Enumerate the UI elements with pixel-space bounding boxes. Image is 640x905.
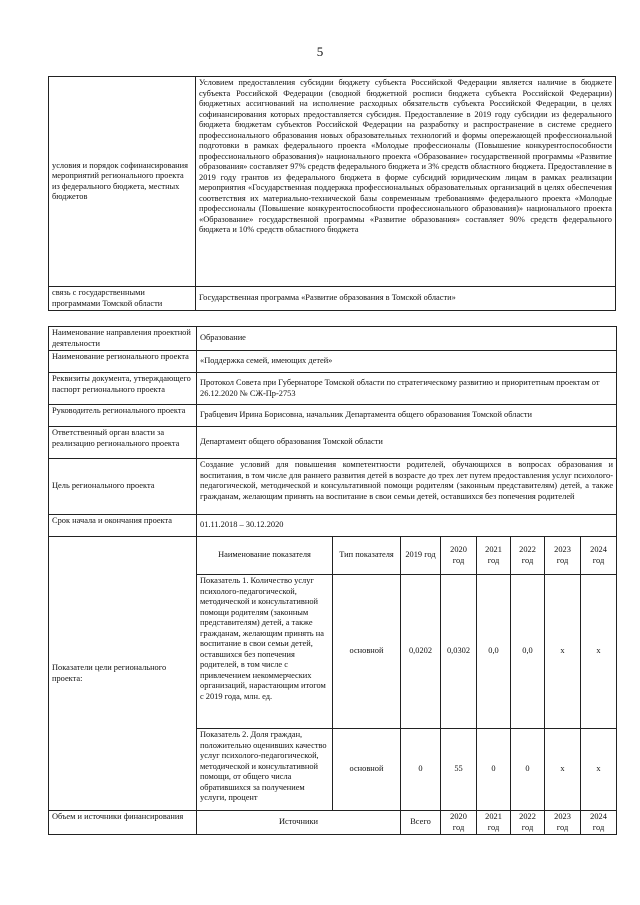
row-label: Реквизиты документа, утверждающего паспорт регионального проекта <box>49 373 197 405</box>
row-label: Руководитель регионального проекта <box>49 405 197 427</box>
table-row <box>49 287 616 311</box>
column-header: 2021 год <box>477 811 511 835</box>
table-row <box>49 351 617 373</box>
indicator-name: Показатель 1. Количество услуг психолого-педагогической, методической и консультативной помощи родителям (законным представителям) детей, а также гражданам, желающим принять на воспитание в свои семьи детей, оставшихся без попечения родителей, в том числе с привлечением некоммерческих организаций, нарастающим итогом с 2019 года, млн. ед. <box>197 575 333 729</box>
column-header: 2021 год <box>477 537 511 575</box>
row-label: Ответственный орган власти за реализацию регионального проекта <box>49 427 197 459</box>
indicators-label: Показатели цели регионального проекта: <box>49 537 197 811</box>
indicator-value-2021: 0,0 <box>477 575 511 729</box>
table-row <box>49 373 617 405</box>
row-value: 01.11.2018 – 30.12.2020 <box>197 515 617 537</box>
column-header: 2024 год <box>581 537 617 575</box>
row-label: Наименование регионального проекта <box>49 351 197 373</box>
row-label: связь с государственными программами Томской области <box>49 287 196 311</box>
column-header: 2019 год <box>401 537 441 575</box>
column-header: 2020 год <box>441 811 477 835</box>
indicator-value-2023: х <box>545 729 581 811</box>
row-label: Срок начала и окончания проекта <box>49 515 197 537</box>
page-number: 5 <box>316 44 324 59</box>
column-header: 2022 год <box>511 537 545 575</box>
table-row <box>49 459 617 515</box>
indicator-value-2020: 0,0302 <box>441 575 477 729</box>
financing-label: Объем и источники финансирования <box>49 811 197 835</box>
cofinancing-table <box>48 76 616 311</box>
project-passport-table <box>48 326 617 835</box>
indicator-value-2020: 55 <box>441 729 477 811</box>
indicator-type: основной <box>333 729 401 811</box>
row-value: Протокол Совета при Губернаторе Томской области по стратегическому развитию и приоритетным проектам от 26.12.2020 № СЖ-Пр-2753 <box>197 373 617 405</box>
row-value: Департамент общего образования Томской области <box>197 427 617 459</box>
row-value: Условием предоставления субсидии бюджету субъекта Российской Федерации является наличие в бюджете субъекта Российской Федерации (сводной бюджетной росписи бюджета субъекта Российской Федерации) бюджетных ассигнований на исполнение расходных обязательств субъекта Российской Федерации, в целях софинансирования которых предоставляется субсидия. Предоставление в 2019 году субсидии из федерального бюджета бюджетам субъектов Российской Федерации на разработку и распространение в системе среднего профессионального образования новых образовательных технологий и формы опережающей профессиональной подготовки в рамках федерального проекта «Молодые профессионалы (Повышение конкурентоспособности профессионального образования)» национального проекта «Образование» государственной программы «Развитие образования» составляет 97% средств федерального бюджета и 3% средств областного бюджета. Предоставление в 2019 году грантов из федерального бюджета в форме субсидий юридическим лицам в рамках реализации мероприятия «Государственная поддержка профессиональных образовательных организаций в целях обеспечения соответствия их материально-технической базы современным требованиям» федерального проекта «Молодые профессионалы (Повышение конкурентоспособности профессионального образования)» национального проекта «Образование» государственной программы «Развитие образования» составляет 90% средств федерального бюджета и 10% средств областного бюджета <box>196 77 616 287</box>
column-header: Наименование показателя <box>197 537 333 575</box>
row-label: Наименование направления проектной деятельности <box>49 327 197 351</box>
table-row <box>49 327 617 351</box>
indicator-value-2023: х <box>545 575 581 729</box>
indicator-value-2021: 0 <box>477 729 511 811</box>
row-label: Цель регионального проекта <box>49 459 197 515</box>
financing-header-row <box>49 811 617 835</box>
indicator-name: Показатель 2. Доля граждан, положительно оценивших качество услуг психолого-педагогической, методической и консультативной помощи, от общего числа обратившихся за получением услуги, процент <box>197 729 333 811</box>
column-header: 2023 год <box>545 537 581 575</box>
column-header: 2022 год <box>511 811 545 835</box>
column-header: Тип показателя <box>333 537 401 575</box>
indicator-value-2019: 0 <box>401 729 441 811</box>
column-header: 2024 год <box>581 811 617 835</box>
row-value: «Поддержка семей, имеющих детей» <box>197 351 617 373</box>
column-header: 2020 год <box>441 537 477 575</box>
row-value: Создание условий для повышения компетентности родителей, обучающихся в вопросах образования и воспитания, в том числе для раннего развития детей в возрасте до трех лет путем предоставления услуг психолого-педагогической, методической и консультативной помощи родителям (законным представителям) детей, а также гражданам, желающим принять на воспитание в свои семьи детей, оставшихся без попечения родителей <box>197 459 617 515</box>
column-header: 2023 год <box>545 811 581 835</box>
table-row <box>49 427 617 459</box>
row-value: Грабцевич Ирина Борисовна, начальник Департамента общего образования Томской области <box>197 405 617 427</box>
column-header: Всего <box>401 811 441 835</box>
indicator-type: основной <box>333 575 401 729</box>
indicator-value-2024: х <box>581 729 617 811</box>
indicator-value-2022: 0 <box>511 729 545 811</box>
column-header: Источники <box>197 811 401 835</box>
indicator-value-2019: 0,0202 <box>401 575 441 729</box>
row-value: Государственная программа «Развитие образования в Томской области» <box>196 287 616 311</box>
row-value: Образование <box>197 327 617 351</box>
indicators-header-row <box>49 537 617 575</box>
indicator-value-2022: 0,0 <box>511 575 545 729</box>
table-row <box>49 515 617 537</box>
indicator-value-2024: х <box>581 575 617 729</box>
row-label: условия и порядок софинансирования мероприятий регионального проекта из федерального бюджета, местных бюджетов <box>49 77 196 287</box>
table-row <box>49 77 616 287</box>
table-row <box>49 405 617 427</box>
